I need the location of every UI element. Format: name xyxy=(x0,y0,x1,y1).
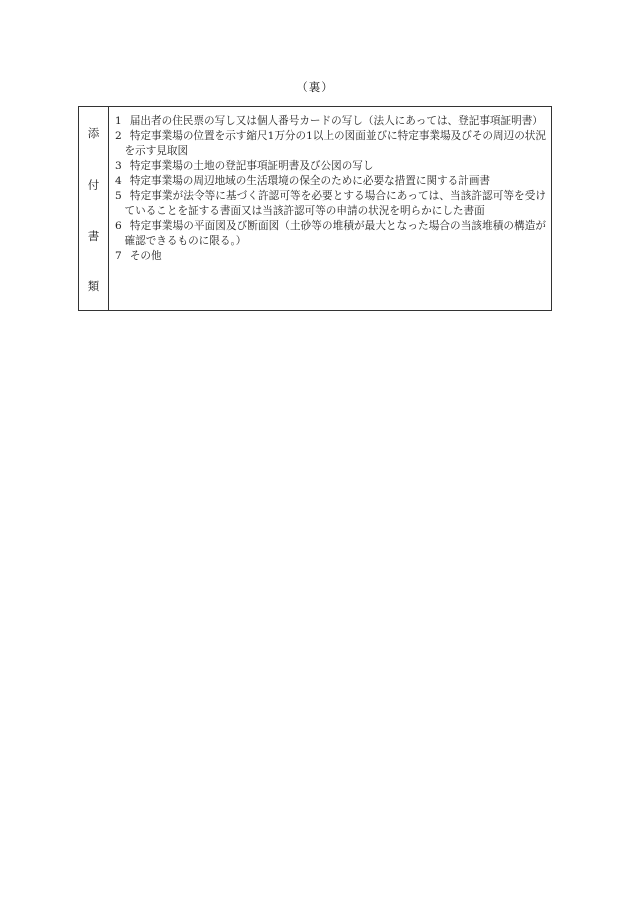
attachment-item xyxy=(115,114,546,129)
item-number: 7 xyxy=(115,250,122,262)
attachment-item xyxy=(115,174,546,189)
attachments-label-column xyxy=(79,107,109,310)
item-number: 2 xyxy=(115,130,122,142)
item-text: 特定事業場の周辺地域の生活環境の保全のために必要な措置に関する計画書 xyxy=(129,175,491,187)
item-number: 5 xyxy=(115,190,122,202)
item-number: 1 xyxy=(115,115,122,127)
label-char-1: 添 xyxy=(87,126,100,140)
item-text: その他 xyxy=(129,250,162,262)
attachments-table xyxy=(78,106,552,311)
label-char-3: 書 xyxy=(87,229,100,243)
attachment-item xyxy=(115,189,546,219)
item-text: 特定事業が法令等に基づく許認可等を必要とする場合にあっては、当該許認可等を受けていることを証する書面又は当該許認可等の申請の状況を明らかにした書面 xyxy=(124,190,546,217)
item-number: 4 xyxy=(115,175,122,187)
attachments-list xyxy=(115,114,546,264)
attachments-items-column xyxy=(109,107,551,310)
attachment-item xyxy=(115,129,546,159)
attachment-item xyxy=(115,219,546,249)
item-text: 特定事業場の土地の登記事項証明書及び公図の写し xyxy=(129,160,374,172)
attachment-item xyxy=(115,249,546,264)
item-number: 6 xyxy=(115,220,122,232)
attachment-item xyxy=(115,159,546,174)
label-char-4: 類 xyxy=(87,279,100,293)
item-text: 特定事業場の位置を示す縮尺1万分の1以上の図面並びに特定事業場及びその周辺の状況を示す見取図 xyxy=(124,130,546,157)
item-text: 特定事業場の平面図及び断面図（土砂等の堆積が最大となった場合の当該堆積の構造が確認できるものに限る。） xyxy=(124,220,546,247)
item-number: 3 xyxy=(115,160,122,172)
item-text: 届出者の住民票の写し又は個人番号カードの写し（法人にあっては、登記事項証明書） xyxy=(129,115,543,127)
page-side-label: （裏） xyxy=(296,80,334,94)
label-char-2: 付 xyxy=(87,178,100,192)
